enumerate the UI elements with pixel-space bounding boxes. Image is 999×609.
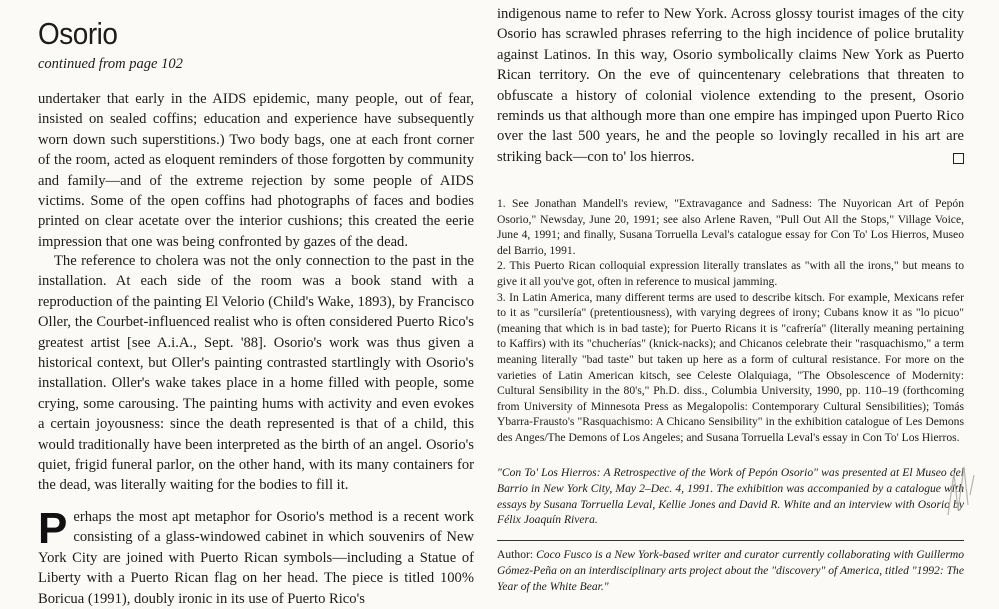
author-bio: Coco Fusco is a New York-based writer and curator currently collaborating with Guillermo Gómez-Peña on an interdisciplinary arts project about the "discovery" of America, titled "1992: The Year of the White Bear." [497, 548, 964, 593]
author-label: Author: [497, 548, 534, 561]
divider [497, 540, 964, 541]
end-mark-icon [953, 153, 964, 164]
right-column-text: indigenous name to refer to New York. Across glossy tourist images of the city Osorio has scrawled phrases referring to the high incidence of police brutality against Latinos. In this way, Osorio symbolically claims New York as Puerto Rican territory. On the eve of quincentenary celebrations that threaten to obfuscate a history of colonial violence extending to the present, Osorio reminds us that although more than one empire has impinged upon Puerto Rico over the last 500 years, he and the people so lovingly recalled in his art are striking back—con to' los hierros. [497, 6, 964, 165]
body-paragraph-1: undertaker that early in the AIDS epidemic, many people, out of fear, insisted on sealed coffins; education and experience have subsequently worn down such superstitions.) Two body bags, one at each front corner of the room, acted as eloquent reminders of those forgotten by community and family—and of the extreme rejection by some people of AIDS victims. Some of the open coffins had photographs of faces and bodies printed on clear acetate over the interior cushions; this created the eerie impression that one was being confronted by gazes of the dead. [38, 91, 474, 250]
handwritten-mark-icon [940, 455, 980, 525]
exhibition-credit: "Con To' Los Hierros: A Retrospective of the Work of Pepón Osorio" was presented at El Museo del Barrio in New York City, May 2–Dec. 4, 1991. The exhibition was accompanied by a catalogue with essays by Susana Torruella Leval, Kellie Jones and David R. White and an interview with Osorio by Félix Joaquín Rivera. [497, 466, 964, 527]
right-column-paragraph [497, 4, 964, 167]
author-note [497, 547, 964, 594]
continued-from-note: continued from page 102 [38, 56, 183, 72]
footnote-1: 1. See Jonathan Mandell's review, "Extravagance and Sadness: The Nuyorican Art of Pepón Osorio," Newsday, June 20, 1991; see also Arlene Raven, "Pull Out All the Stops," Village Voice, June 4, 1991; and finally, Susana Torruella Leval's catalogue essay for Con To' Los Hierros, Museo del Barrio, 1991. [497, 197, 964, 257]
footnote-3: 3. In Latin America, many different terms are used to describe kitsch. For example, Mexicans refer to it as "cursilería" (pretentiousness), with varying degrees of irony; Cubans know it as "lo picuo" (meaning that which is in bad taste); for Puerto Ricans it is "cafrería" (literally meaning pertaining to Kaffirs) with its "chucherías" (knick-nacks); and Chicanos celebrate their "rasquachismo," a term meaning literally "bad taste" but taken up here as a form of cultural resistance. For more on the varieties of Latin American kitsch, see Celeste Olalquiaga, "The Obsolescence of Modernity: Cultural Sensibility in the 80's," Ph.D. diss., Columbia University, 1990, pp. 110–19 (forthcoming from University of Minnesota Press as Megalopolis: Contemporary Cultural Sensibilities); Tomás Ybarra-Frausto's "Rasquachismo: A Chicano Sensibility" in the exhibition catalogue of Les Demons des Anges/The Demons of Los Angeles; and Susana Torruella Leval's essay in Con To' Los Hierros. [497, 290, 964, 444]
body-paragraph-2: The reference to cholera was not the only connection to the past in the installation. At each side of the room was a book stand with a reproduction of the painting El Velorio (Child's Wake, 1893), by Francisco Oller, the Courbet-influenced realist who is often considered Puerto Rico's greatest artist [see A.i.A., Sept. '88]. Osorio's work was thus given a historical context, but Oller's painting contrasted startlingly with Osorio's installation. Oller's wake takes place in a home filled with people, some crying, some carousing. The painting hums with activity and even evokes a certain joyousness: since the death represented is that of a child, this would traditionally have been interpreted as the birth of an angel. Osorio's quiet, frigid funeral parlor, on the other hand, with its many containers for the dead, was literally waiting for the bodies to fill it. [38, 253, 474, 494]
footnotes [497, 196, 964, 446]
body-paragraph-3-text: erhaps the most apt metaphor for Osorio's method is a recent work consisting of a glass-windowed cabinet in which souvenirs of New York City are joined with Puerto Rican symbols—including a Statue of Liberty with a Puerto Rican flag on her head. The piece is titled 100% Boricua (1991), doubly ironic in its use of Puerto Rico's [38, 509, 474, 607]
article-title: Osorio [38, 16, 118, 51]
drop-cap: P [38, 504, 68, 553]
body-paragraph-3 [38, 504, 474, 609]
footnote-2: 2. This Puerto Rican colloquial expression literally translates as "with all the irons," but means to give it all you've got, often in reference to musical jamming. [497, 259, 964, 288]
